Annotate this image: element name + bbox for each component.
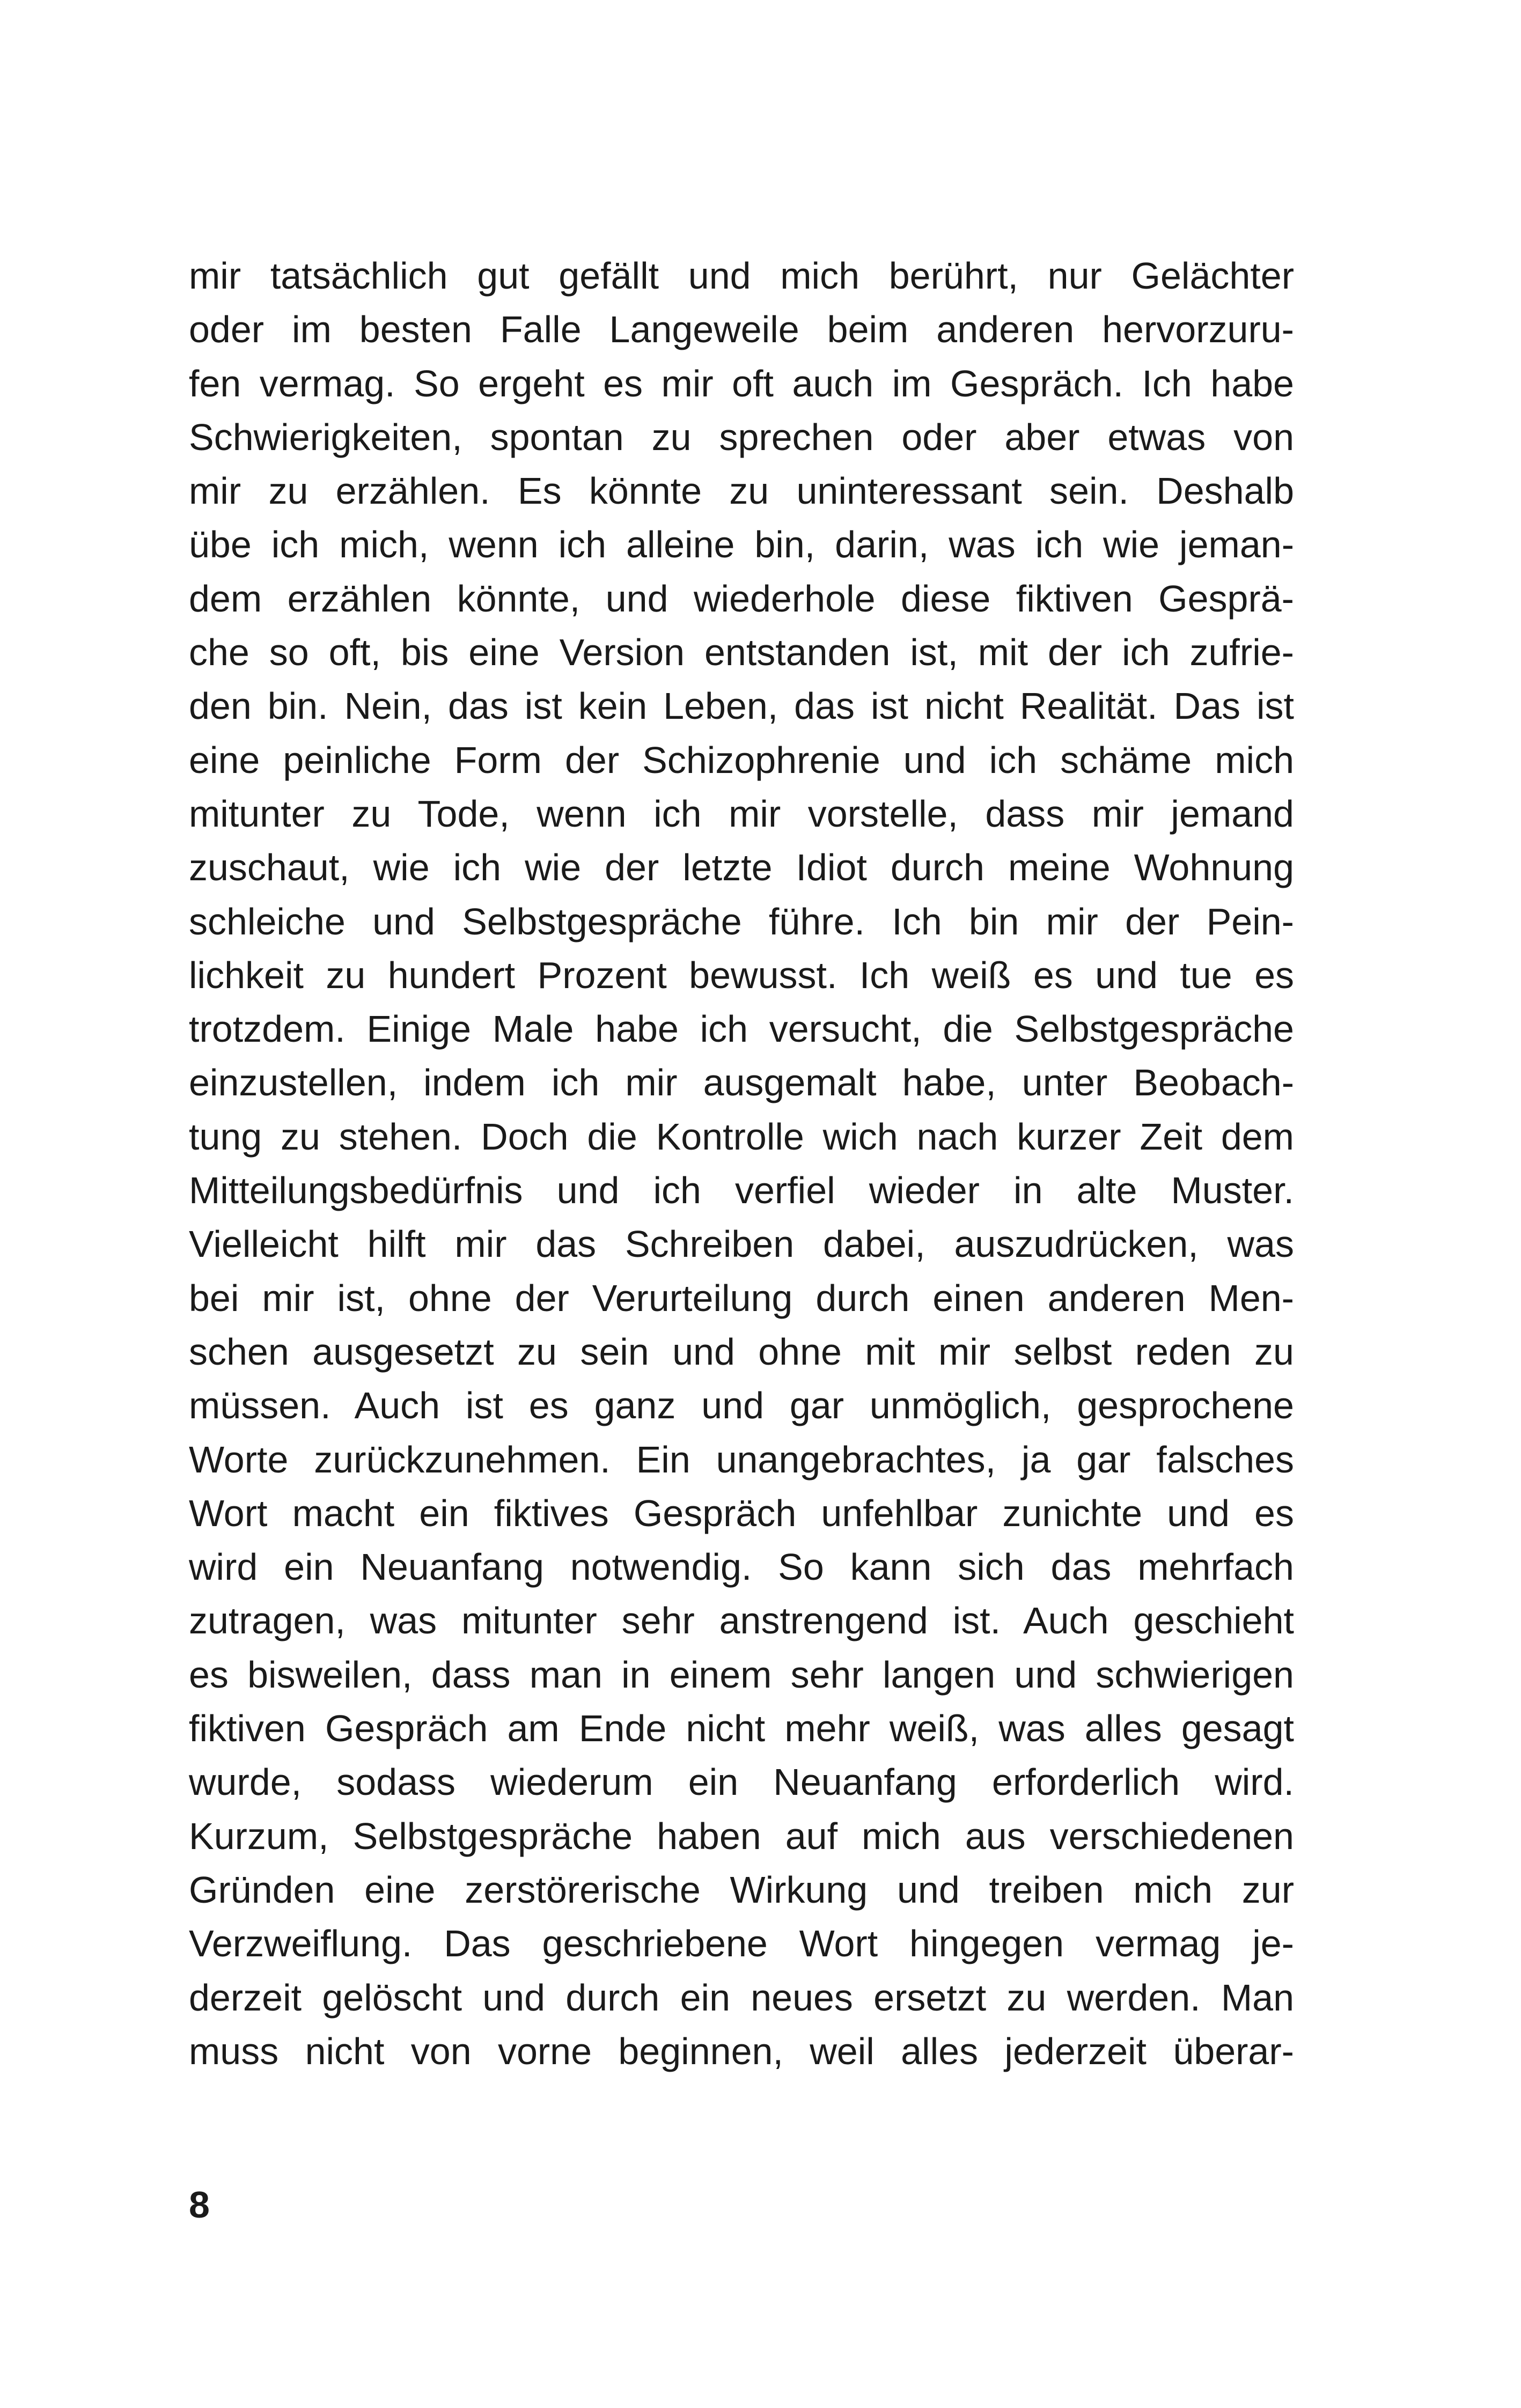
text-line: tung zu stehen. Doch die Kontrolle wich nach kurzer Zeit dem: [189, 1115, 1294, 1158]
body-text: [189, 249, 1294, 2078]
text-line: wurde, sodass wiederum ein Neuanfang erforderlich wird.: [189, 1761, 1294, 1803]
text-line: che so oft, bis eine Version entstanden ist, mit der ich zufrie-: [189, 631, 1294, 674]
text-line: Mitteilungsbedürfnis und ich verfiel wieder in alte Muster.: [189, 1169, 1294, 1212]
page-number: 8: [189, 2184, 210, 2226]
text-line: lichkeit zu hundert Prozent bewusst. Ich weiß es und tue es: [189, 954, 1294, 996]
text-line: Schwierigkeiten, spontan zu sprechen oder aber etwas von: [189, 416, 1294, 458]
text-line: zutragen, was mitunter sehr anstrengend ist. Auch geschieht: [189, 1600, 1294, 1642]
text-line: mitunter zu Tode, wenn ich mir vorstelle, dass mir jemand: [189, 792, 1294, 835]
text-line: wird ein Neuanfang notwendig. So kann sich das mehrfach: [189, 1546, 1294, 1588]
text-line: Wort macht ein fiktives Gespräch unfehlbar zunichte und es: [189, 1492, 1294, 1534]
text-line: schen ausgesetzt zu sein und ohne mit mir selbst reden zu: [189, 1330, 1294, 1373]
text-line: Kurzum, Selbstgespräche haben auf mich aus verschiedenen: [189, 1815, 1294, 1857]
text-line: zuschaut, wie ich wie der letzte Idiot durch meine Wohnung: [189, 846, 1294, 889]
text-line: oder im besten Falle Langeweile beim anderen hervorzuru-: [189, 308, 1294, 351]
text-line: einzustellen, indem ich mir ausgemalt habe, unter Beobach-: [189, 1062, 1294, 1104]
text-line: Vielleicht hilft mir das Schreiben dabei, auszudrücken, was: [189, 1223, 1294, 1265]
text-line: fiktiven Gespräch am Ende nicht mehr weiß, was alles gesagt: [189, 1707, 1294, 1750]
text-line: eine peinliche Form der Schizophrenie und ich schäme mich: [189, 739, 1294, 781]
text-line: Gründen eine zerstörerische Wirkung und treiben mich zur: [189, 1868, 1294, 1911]
text-line: es bisweilen, dass man in einem sehr langen und schwierigen: [189, 1653, 1294, 1696]
text-line: müssen. Auch ist es ganz und gar unmöglich, gesprochene: [189, 1385, 1294, 1427]
text-line: dem erzählen könnte, und wiederhole diese fiktiven Gesprä-: [189, 577, 1294, 620]
text-line: muss nicht von vorne beginnen, weil alles jederzeit überar-: [189, 2030, 1294, 2072]
text-line: bei mir ist, ohne der Verurteilung durch einen anderen Men-: [189, 1277, 1294, 1319]
text-line: mir tatsächlich gut gefällt und mich berührt, nur Gelächter: [189, 255, 1294, 297]
text-line: trotzdem. Einige Male habe ich versucht, die Selbstgespräche: [189, 1008, 1294, 1050]
text-line: den bin. Nein, das ist kein Leben, das ist nicht Realität. Das ist: [189, 685, 1294, 727]
text-line: Verzweiflung. Das geschriebene Wort hingegen vermag je-: [189, 1923, 1294, 1965]
text-line: derzeit gelöscht und durch ein neues ersetzt zu werden. Man: [189, 1976, 1294, 2019]
text-line: schleiche und Selbstgespräche führe. Ich bin mir der Pein-: [189, 900, 1294, 942]
text-line: übe ich mich, wenn ich alleine bin, darin, was ich wie jeman-: [189, 524, 1294, 566]
text-line: fen vermag. So ergeht es mir oft auch im Gespräch. Ich habe: [189, 362, 1294, 404]
text-line: mir zu erzählen. Es könnte zu uninteressant sein. Deshalb: [189, 470, 1294, 512]
text-line: Worte zurückzunehmen. Ein unangebrachtes, ja gar falsches: [189, 1438, 1294, 1481]
